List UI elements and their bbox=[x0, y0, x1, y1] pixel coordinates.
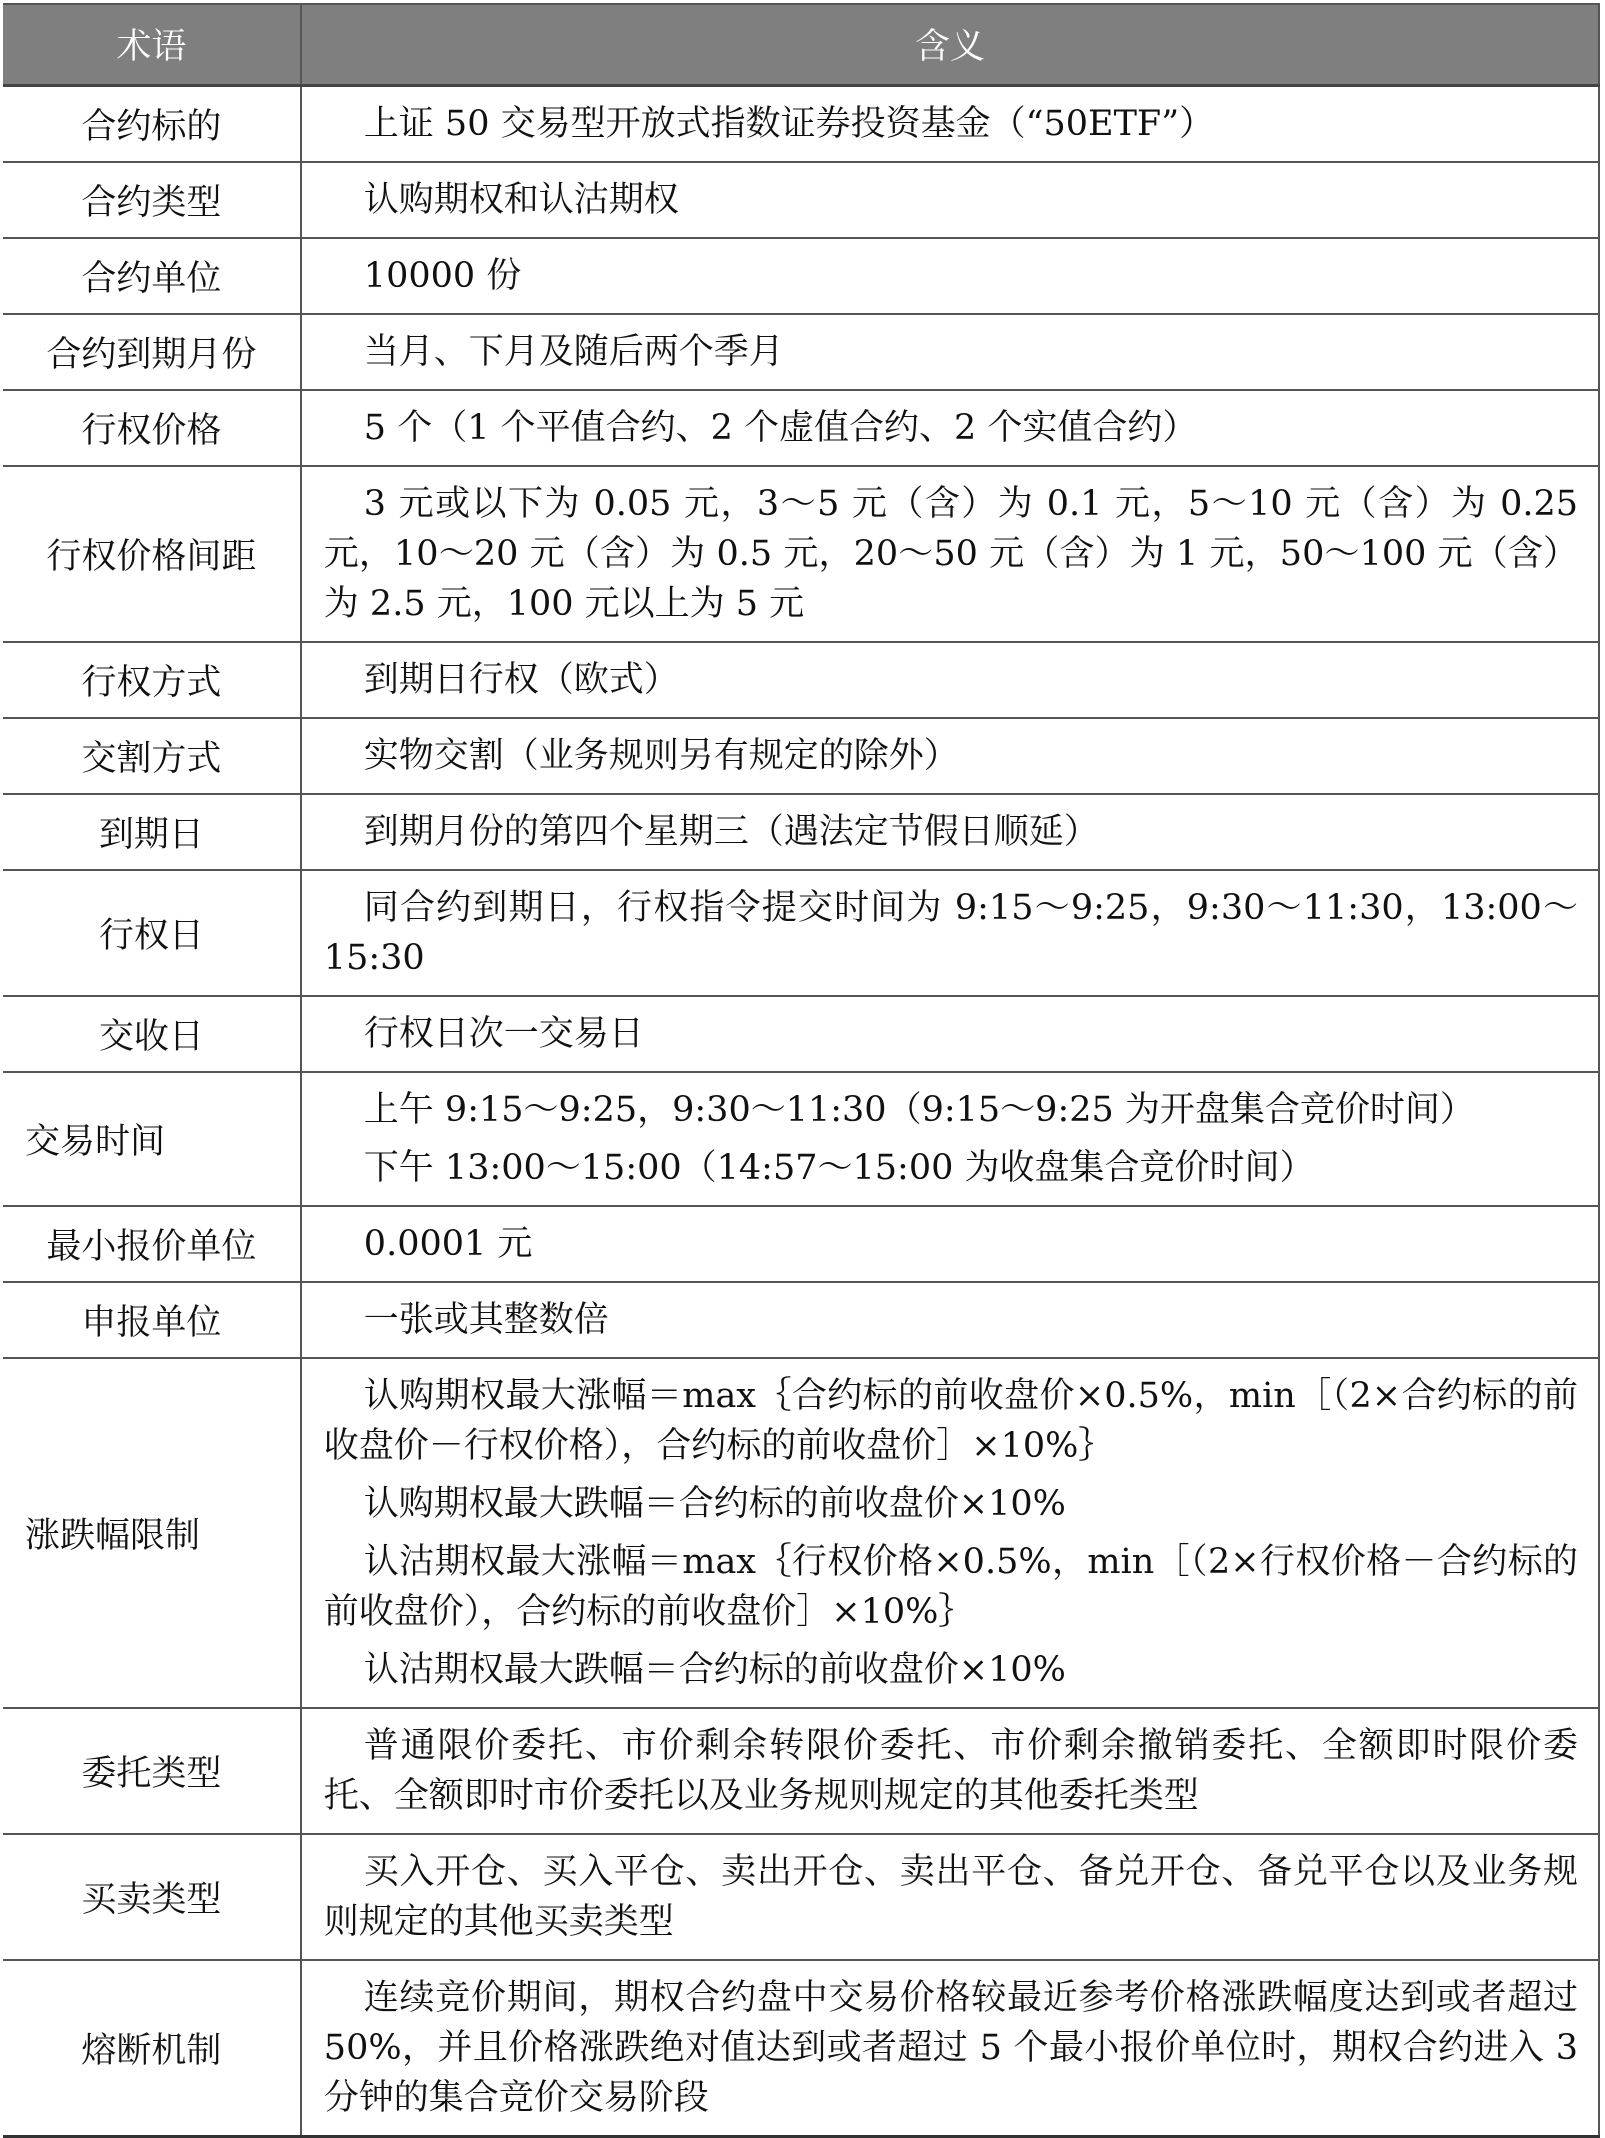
meaning-line: 0.0001 元 bbox=[363, 1223, 533, 1264]
table-row bbox=[3, 162, 1599, 238]
table-row bbox=[3, 1358, 1599, 1708]
header-meaning: 含义 bbox=[301, 4, 1599, 85]
meaning-cell bbox=[301, 1072, 1599, 1206]
term-cell: 行权日 bbox=[3, 870, 301, 996]
meaning-line: 连续竞价期间，期权合约盘中交易价格较最近参考价格涨跌幅度达到或者超过 50%，并且价格涨跌绝对值达到或者超过 5 个最小报价单位时，期权合约进入 3 分钟的集合竞价交易阶段 bbox=[323, 1977, 1578, 2118]
term-cell: 申报单位 bbox=[3, 1282, 301, 1358]
term-cell: 涨跌幅限制 bbox=[3, 1358, 301, 1708]
meaning-cell bbox=[301, 238, 1599, 314]
term-cell: 交割方式 bbox=[3, 718, 301, 794]
meaning-cell bbox=[301, 314, 1599, 390]
meaning-line: 当月、下月及随后两个季月 bbox=[363, 331, 784, 372]
meaning-line: 认沽期权最大跌幅＝合约标的前收盘价×10% bbox=[363, 1649, 1066, 1690]
meaning-line: 到期日行权（欧式） bbox=[363, 659, 679, 700]
header-term: 术语 bbox=[3, 4, 301, 85]
table-row bbox=[3, 870, 1599, 996]
meaning-line: 上午 9:15～9:25，9:30～11:30（9:15～9:25 为开盘集合竞价时间） bbox=[363, 1089, 1475, 1130]
meaning-cell bbox=[301, 642, 1599, 718]
meaning-cell bbox=[301, 1834, 1599, 1960]
table-row bbox=[3, 466, 1599, 642]
meaning-line: 下午 13:00～15:00（14:57～15:00 为收盘集合竞价时间） bbox=[363, 1147, 1315, 1188]
table-row bbox=[3, 996, 1599, 1072]
term-cell: 行权方式 bbox=[3, 642, 301, 718]
meaning-line: 买入开仓、买入平仓、卖出开仓、卖出平仓、备兑开仓、备兑平仓以及业务规则规定的其他买卖类型 bbox=[323, 1851, 1578, 1942]
meaning-line: 一张或其整数倍 bbox=[363, 1299, 609, 1340]
term-cell: 买卖类型 bbox=[3, 1834, 301, 1960]
table-row bbox=[3, 1708, 1599, 1834]
meaning-line: 认购期权最大跌幅＝合约标的前收盘价×10% bbox=[363, 1483, 1066, 1524]
table-row bbox=[3, 794, 1599, 870]
table-header-row bbox=[3, 4, 1599, 85]
meaning-cell bbox=[301, 162, 1599, 238]
table-row bbox=[3, 1206, 1599, 1282]
meaning-line: 同合约到期日，行权指令提交时间为 9:15～9:25，9:30～11:30，13:00～15:30 bbox=[323, 887, 1578, 978]
term-cell: 交收日 bbox=[3, 996, 301, 1072]
meaning-cell bbox=[301, 1358, 1599, 1708]
meaning-cell bbox=[301, 718, 1599, 794]
table-row bbox=[3, 718, 1599, 794]
meaning-line: 上证 50 交易型开放式指数证券投资基金（“50ETF”） bbox=[363, 103, 1215, 144]
term-cell: 熔断机制 bbox=[3, 1960, 301, 2137]
term-cell: 交易时间 bbox=[3, 1072, 301, 1206]
table-row bbox=[3, 390, 1599, 466]
options-contract-table bbox=[3, 3, 1600, 2138]
meaning-line: 5 个（1 个平值合约、2 个虚值合约、2 个实值合约） bbox=[363, 407, 1198, 448]
meaning-cell bbox=[301, 996, 1599, 1072]
table-row bbox=[3, 1834, 1599, 1960]
term-cell: 合约到期月份 bbox=[3, 314, 301, 390]
meaning-line: 认购期权最大涨幅＝max｛合约标的前收盘价×0.5%，min［（2×合约标的前收盘价－行权价格），合约标的前收盘价］×10%｝ bbox=[323, 1375, 1578, 1466]
meaning-line: 普通限价委托、市价剩余转限价委托、市价剩余撤销委托、全额即时限价委托、全额即时市价委托以及业务规则规定的其他委托类型 bbox=[323, 1725, 1578, 1816]
meaning-line: 行权日次一交易日 bbox=[363, 1013, 644, 1054]
term-cell: 到期日 bbox=[3, 794, 301, 870]
meaning-line: 3 元或以下为 0.05 元，3～5 元（含）为 0.1 元，5～10 元（含）为 0.25 元，10～20 元（含）为 0.5 元，20～50 元（含）为 1 元，50～100 元（含）为 2.5 元，100 元以上为 5 元 bbox=[323, 483, 1578, 624]
meaning-cell bbox=[301, 466, 1599, 642]
table-row bbox=[3, 1282, 1599, 1358]
term-cell: 最小报价单位 bbox=[3, 1206, 301, 1282]
meaning-cell bbox=[301, 870, 1599, 996]
term-cell: 合约单位 bbox=[3, 238, 301, 314]
meaning-line: 10000 份 bbox=[363, 255, 522, 296]
table-row bbox=[3, 314, 1599, 390]
table-row bbox=[3, 1960, 1599, 2137]
meaning-line: 实物交割（业务规则另有规定的除外） bbox=[363, 735, 959, 776]
meaning-cell bbox=[301, 794, 1599, 870]
meaning-cell bbox=[301, 1960, 1599, 2137]
meaning-cell bbox=[301, 85, 1599, 162]
meaning-cell bbox=[301, 1282, 1599, 1358]
term-cell: 行权价格 bbox=[3, 390, 301, 466]
meaning-cell bbox=[301, 390, 1599, 466]
table-row bbox=[3, 85, 1599, 162]
meaning-line: 认购期权和认沽期权 bbox=[363, 179, 679, 220]
meaning-cell bbox=[301, 1206, 1599, 1282]
table-row bbox=[3, 1072, 1599, 1206]
term-cell: 合约标的 bbox=[3, 85, 301, 162]
meaning-line: 到期月份的第四个星期三（遇法定节假日顺延） bbox=[363, 811, 1099, 852]
meaning-cell bbox=[301, 1708, 1599, 1834]
table-row bbox=[3, 238, 1599, 314]
term-cell: 行权价格间距 bbox=[3, 466, 301, 642]
term-cell: 合约类型 bbox=[3, 162, 301, 238]
meaning-line: 认沽期权最大涨幅＝max｛行权价格×0.5%，min［（2×行权价格－合约标的前收盘价），合约标的前收盘价］×10%｝ bbox=[323, 1541, 1578, 1632]
table-row bbox=[3, 642, 1599, 718]
term-cell: 委托类型 bbox=[3, 1708, 301, 1834]
